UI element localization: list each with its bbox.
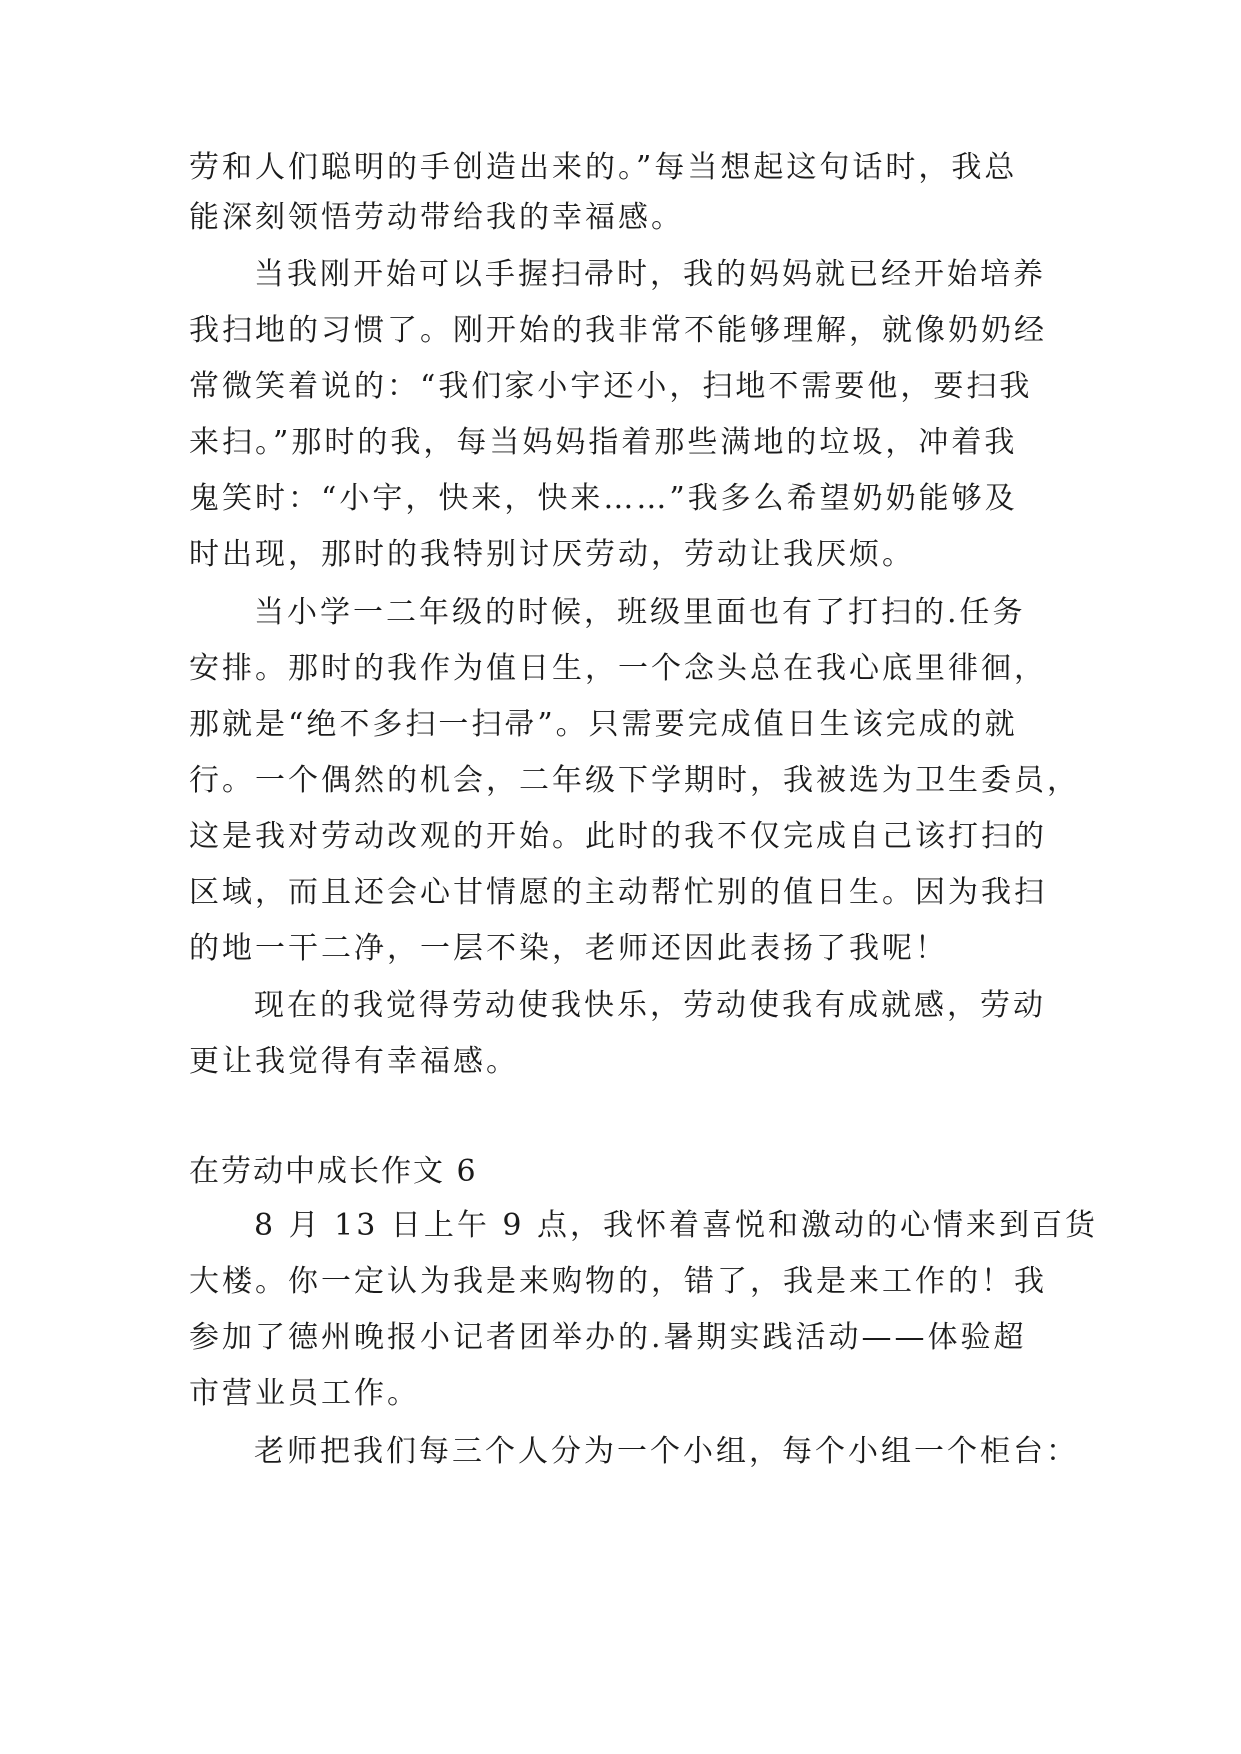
text-line: 常微笑着说的：“我们家小宇还小，扫地不需要他，要扫我	[189, 369, 1033, 404]
text-line: 来扫。”那时的我，每当妈妈指着那些满地的垃圾，冲着我	[189, 425, 1018, 460]
text-line: 安排。那时的我作为值日生，一个念头总在我心底里徘徊，	[189, 651, 1047, 686]
section-heading: 在劳动中成长作文 6	[189, 1154, 478, 1189]
text-line: 那就是“绝不多扫一扫帚”。只需要完成值日生该完成的就	[189, 707, 1018, 742]
text-line: 市营业员工作。	[189, 1376, 420, 1411]
text-line: 鬼笑时：“小宇，快来，快来……”我多么希望奶奶能够及	[189, 481, 1018, 516]
paragraph-first-line: 当小学一二年级的时候，班级里面也有了打扫的.任务	[254, 595, 1026, 630]
text-line: 劳和人们聪明的手创造出来的。”每当想起这句话时，我总	[189, 150, 1018, 185]
paragraph-first-line: 当我刚开始可以手握扫帚时，我的妈妈就已经开始培养	[254, 257, 1046, 292]
text-line: 参加了德州晚报小记者团举办的.暑期实践活动——体验超	[189, 1320, 1027, 1355]
paragraph-first-line: 8 月 13 日上午 9 点，我怀着喜悦和激动的心情来到百货	[254, 1208, 1099, 1243]
paragraph-first-line: 现在的我觉得劳动使我快乐，劳动使我有成就感，劳动	[254, 988, 1046, 1023]
text-line: 更让我觉得有幸福感。	[189, 1044, 519, 1079]
text-line: 的地一干二净，一层不染，老师还因此表扬了我呢！	[189, 931, 948, 966]
text-line: 我扫地的习惯了。刚开始的我非常不能够理解，就像奶奶经	[189, 313, 1047, 348]
text-line: 时出现，那时的我特别讨厌劳动，劳动让我厌烦。	[189, 537, 915, 572]
text-line: 大楼。你一定认为我是来购物的，错了，我是来工作的！我	[189, 1264, 1047, 1299]
text-line: 这是我对劳动改观的开始。此时的我不仅完成自己该打扫的	[189, 819, 1047, 854]
paragraph-first-line: 老师把我们每三个人分为一个小组，每个小组一个柜台：	[254, 1434, 1079, 1469]
text-line: 能深刻领悟劳动带给我的幸福感。	[189, 200, 684, 235]
text-line: 行。一个偶然的机会，二年级下学期时，我被选为卫生委员，	[189, 763, 1080, 798]
text-line: 区域，而且还会心甘情愿的主动帮忙别的值日生。因为我扫	[189, 875, 1047, 910]
